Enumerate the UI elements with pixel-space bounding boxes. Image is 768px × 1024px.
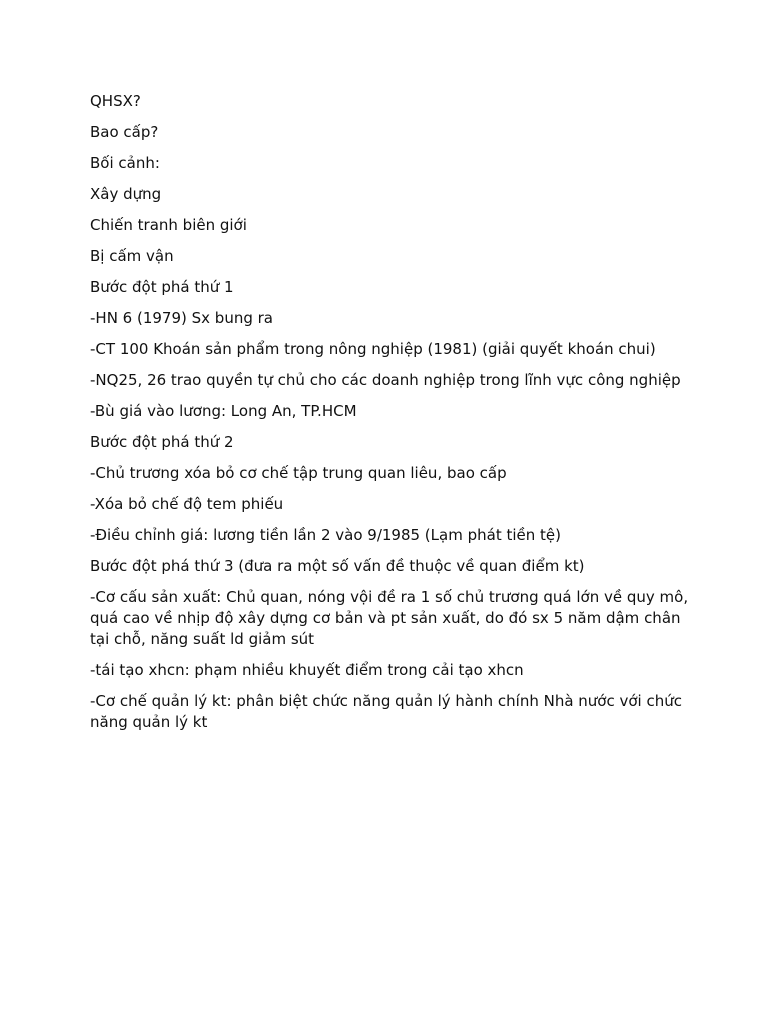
heading-dot-pha-1: Bước đột phá thứ 1 bbox=[90, 278, 234, 296]
paragraph-qhsx: QHSX? bbox=[90, 92, 141, 110]
list-item: -Cơ cấu sản xuất: Chủ quan, nóng vội đề ra 1 số chủ trương quá lớn về quy mô, quá cao về nhịp độ xây dựng cơ bản và pt sản xuất, do đó sx 5 năm dậm chân tại chỗ, năng suất ld giảm sút bbox=[90, 588, 689, 648]
paragraph-boi-canh: Bối cảnh: bbox=[90, 154, 160, 172]
list-item: -CT 100 Khoán sản phẩm trong nông nghiệp (1981) (giải quyết khoán chui) bbox=[90, 340, 656, 358]
list-item: -HN 6 (1979) Sx bung ra bbox=[90, 309, 273, 327]
paragraph-bao-cap: Bao cấp? bbox=[90, 123, 159, 141]
heading-dot-pha-2: Bước đột phá thứ 2 bbox=[90, 433, 234, 451]
paragraph-chien-tranh: Chiến tranh biên giới bbox=[90, 216, 247, 234]
document-body bbox=[90, 91, 690, 743]
heading-dot-pha-3: Bước đột phá thứ 3 (đưa ra một số vấn đề thuộc về quan điểm kt) bbox=[90, 557, 585, 575]
list-item: -Điều chỉnh giá: lương tiền lần 2 vào 9/1985 (Lạm phát tiền tệ) bbox=[90, 526, 561, 544]
list-item: -Bù giá vào lương: Long An, TP.HCM bbox=[90, 402, 357, 420]
list-item: -Cơ chế quản lý kt: phân biệt chức năng quản lý hành chính Nhà nước với chức năng quản lý kt bbox=[90, 692, 682, 731]
list-item: -NQ25, 26 trao quyền tự chủ cho các doanh nghiệp trong lĩnh vực công nghiệp bbox=[90, 371, 681, 389]
list-item: -Xóa bỏ chế độ tem phiếu bbox=[90, 495, 284, 513]
paragraph-cam-van: Bị cấm vận bbox=[90, 247, 174, 265]
list-item: -Chủ trương xóa bỏ cơ chế tập trung quan liêu, bao cấp bbox=[90, 464, 507, 482]
list-item: -tái tạo xhcn: phạm nhiều khuyết điểm trong cải tạo xhcn bbox=[90, 661, 524, 679]
paragraph-xay-dung: Xây dựng bbox=[90, 185, 162, 203]
